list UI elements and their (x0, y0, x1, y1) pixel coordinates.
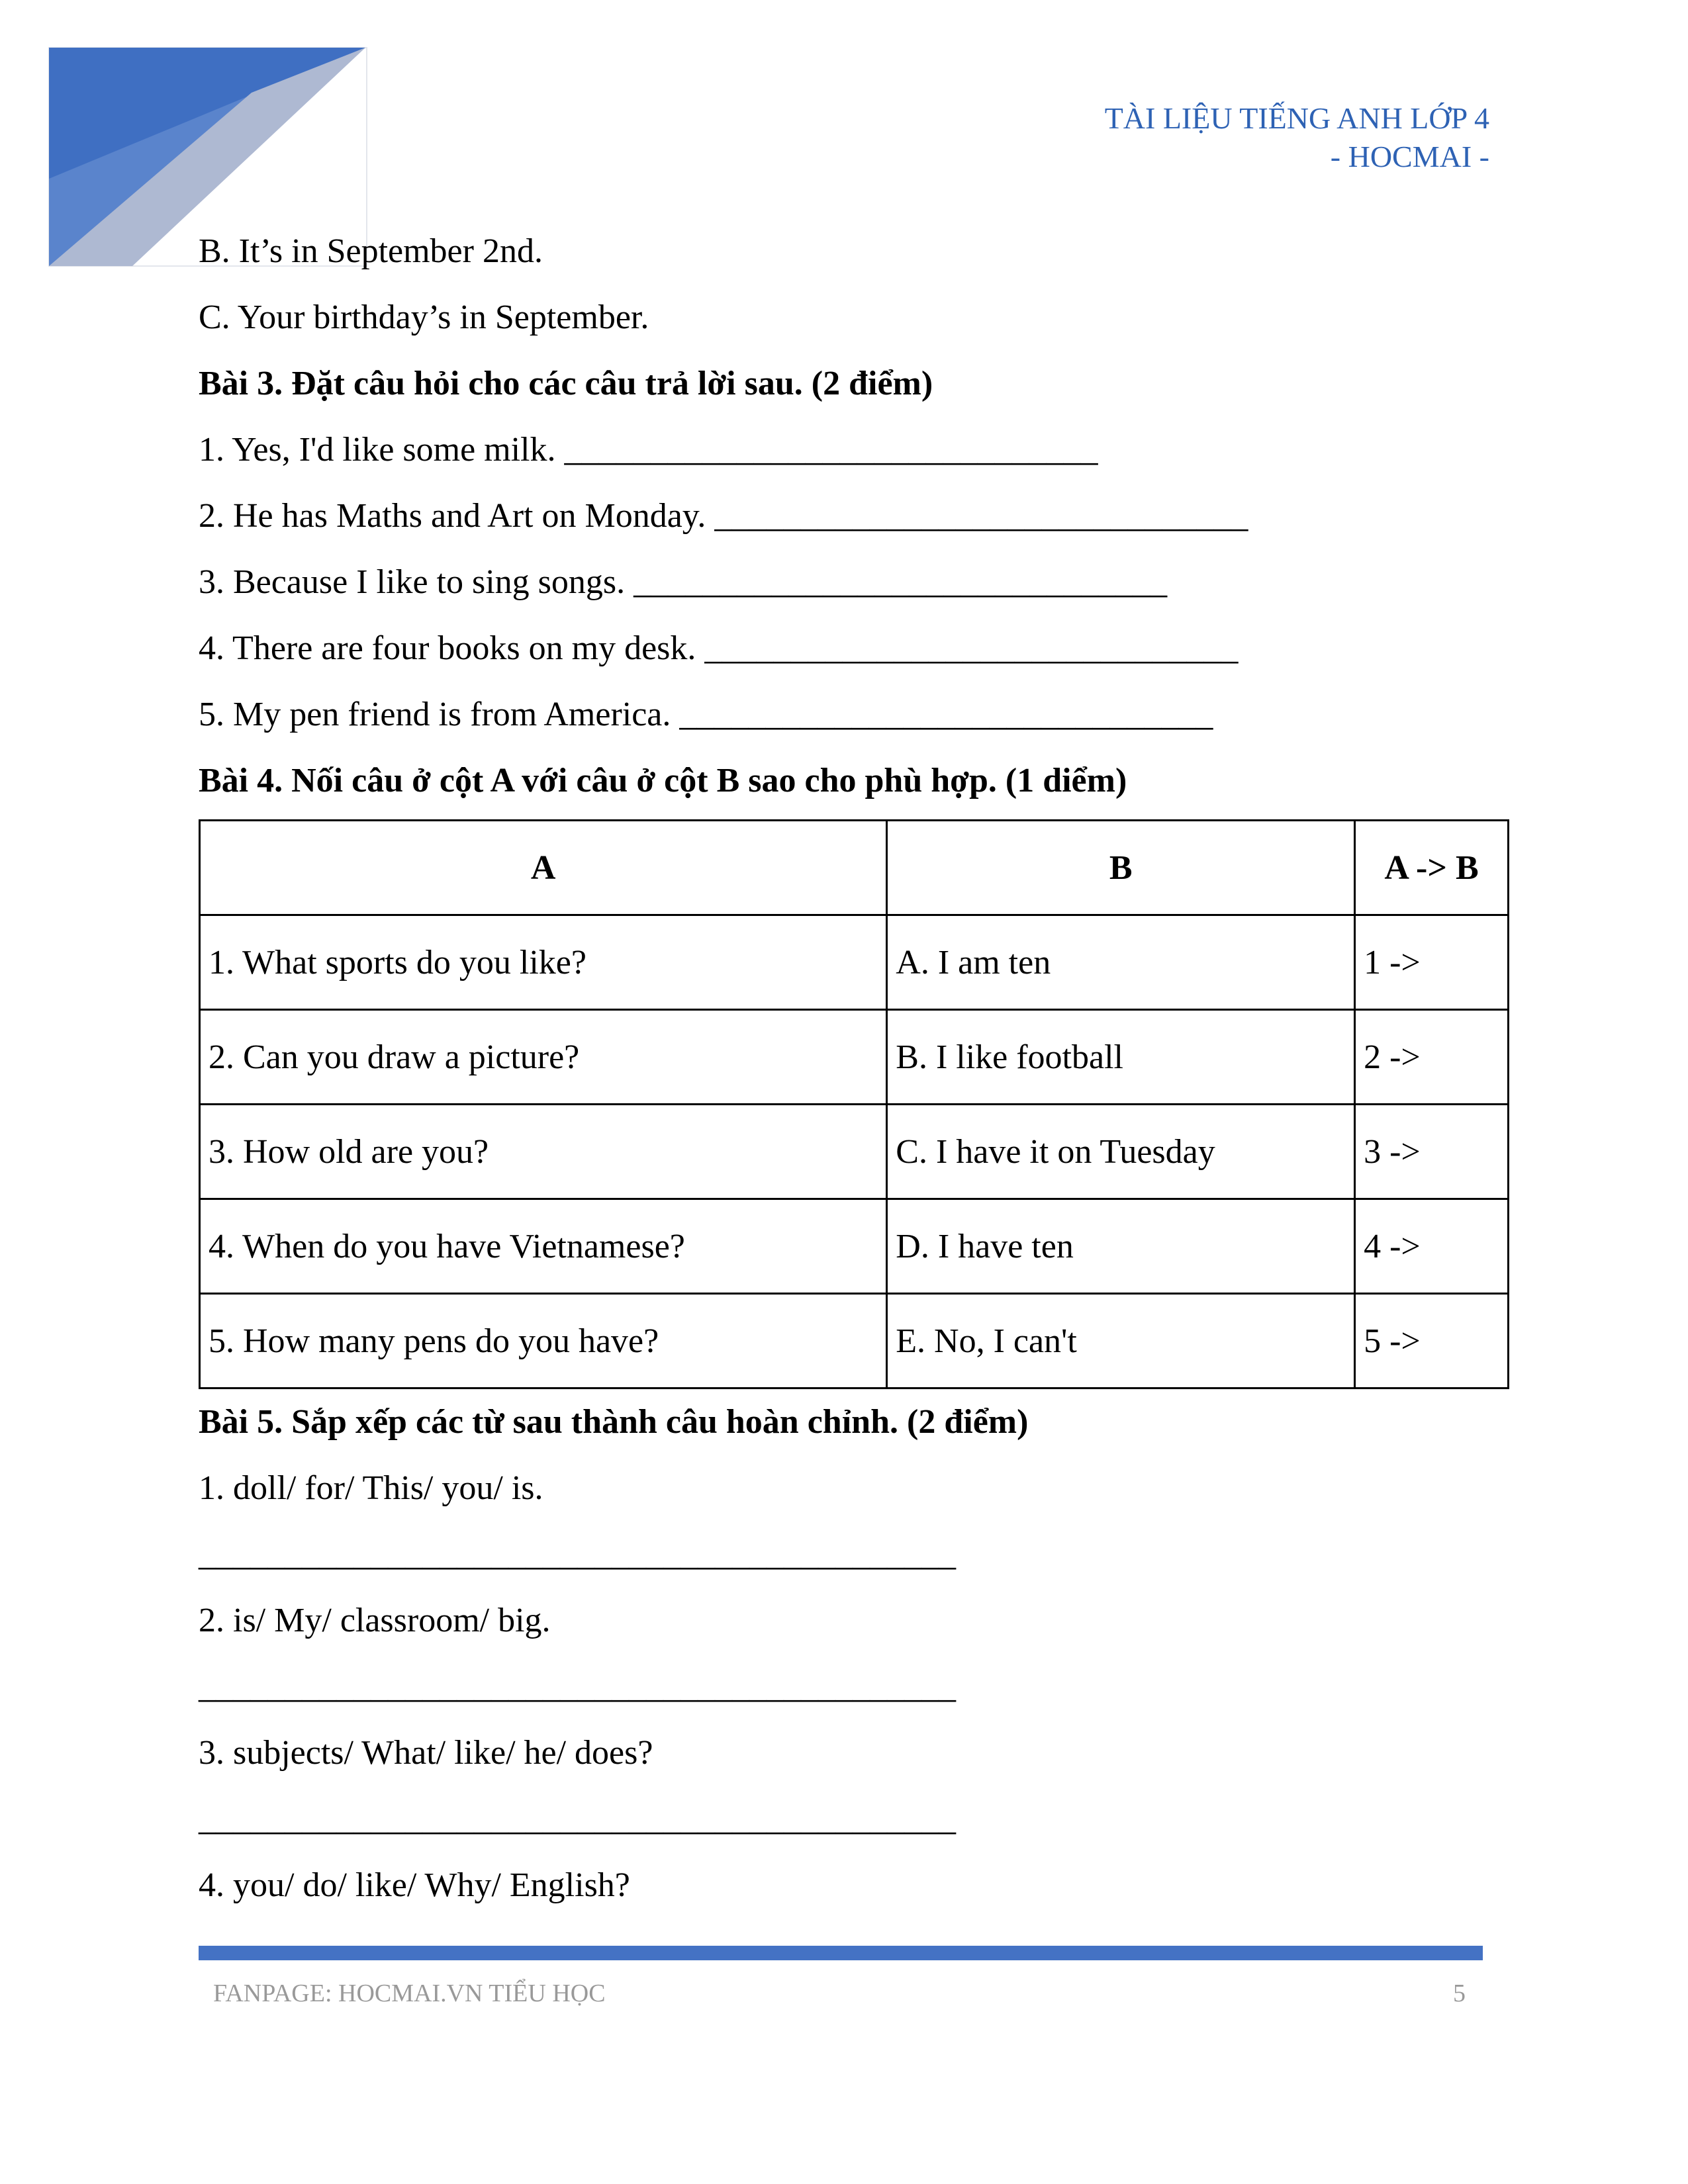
option-c: C. Your birthday’s in September. (199, 298, 649, 336)
exercise-4-title: Bài 4. Nối câu ở cột A với câu ở cột B sao cho phù hợp. (1 diểm) (199, 762, 1127, 799)
column-a-cell: 1. What sports do you like? (200, 915, 887, 1010)
exercise-5-item-3: 3. subjects/ What/ like/ he/ does? (199, 1734, 653, 1772)
answer-cell: 1 -> (1355, 915, 1509, 1010)
worksheet-content (199, 218, 1509, 1919)
table-header-row (200, 821, 1509, 915)
table-row (200, 1199, 1509, 1294)
column-a-cell: 3. How old are you? (200, 1105, 887, 1199)
exercise-3-item-2: 2. He has Maths and Art on Monday. _______________________________ (199, 497, 1248, 535)
footer-fanpage: FANPAGE: HOCMAI.VN TIỂU HỌC (213, 1979, 606, 2007)
page-number: 5 (1453, 1979, 1466, 2007)
table-row (200, 1105, 1509, 1199)
exercise-5-title: Bài 5. Sắp xếp các từ sau thành câu hoàn chỉnh. (2 điểm) (199, 1403, 1029, 1441)
column-b-cell: A. I am ten (887, 915, 1355, 1010)
column-b-cell: E. No, I can't (887, 1294, 1355, 1388)
answer-cell: 3 -> (1355, 1105, 1509, 1199)
matching-table (199, 819, 1509, 1389)
exercise-5-item-1: 1. doll/ for/ This/ you/ is. (199, 1469, 543, 1507)
column-b-cell: B. I like football (887, 1010, 1355, 1105)
exercise-3-item-1: 1. Yes, I'd like some milk. _______________________________ (199, 431, 1098, 469)
table-row (200, 915, 1509, 1010)
column-a-cell: 5. How many pens do you have? (200, 1294, 887, 1388)
column-b-header: B (887, 821, 1355, 915)
column-a-cell: 2. Can you draw a picture? (200, 1010, 887, 1105)
answer-blank-line: ____________________________________________ (199, 1800, 956, 1838)
column-b-cell: C. I have it on Tuesday (887, 1105, 1355, 1199)
column-b-cell: D. I have ten (887, 1199, 1355, 1294)
document-header (1105, 99, 1489, 176)
table-row (200, 1294, 1509, 1388)
option-b: B. It’s in September 2nd. (199, 232, 543, 270)
header-title: TÀI LIỆU TIẾNG ANH LỚP 4 (1104, 101, 1489, 135)
answer-blank-line: ____________________________________________ (199, 1535, 956, 1573)
answer-cell: 4 -> (1355, 1199, 1509, 1294)
exercise-3-item-4: 4. There are four books on my desk. _______________________________ (199, 629, 1239, 667)
exercise-3-title: Bài 3. Đặt câu hỏi cho các câu trả lời sau. (2 điểm) (199, 365, 933, 402)
header-subtitle: - HOCMAI - (1330, 140, 1489, 173)
footer-divider (199, 1946, 1483, 1960)
column-a-header: A (200, 821, 887, 915)
exercise-5-item-2: 2. is/ My/ classroom/ big. (199, 1602, 551, 1639)
exercise-3-item-5: 5. My pen friend is from America. _______________________________ (199, 696, 1213, 733)
exercise-3-item-3: 3. Because I like to sing songs. _______________________________ (199, 563, 1168, 601)
answer-blank-line: ____________________________________________ (199, 1668, 956, 1706)
table-row (200, 1010, 1509, 1105)
column-a-cell: 4. When do you have Vietnamese? (200, 1199, 887, 1294)
answer-cell: 2 -> (1355, 1010, 1509, 1105)
column-answer-header: A -> B (1355, 821, 1509, 915)
answer-cell: 5 -> (1355, 1294, 1509, 1388)
exercise-5-item-4: 4. you/ do/ like/ Why/ English? (199, 1866, 630, 1904)
